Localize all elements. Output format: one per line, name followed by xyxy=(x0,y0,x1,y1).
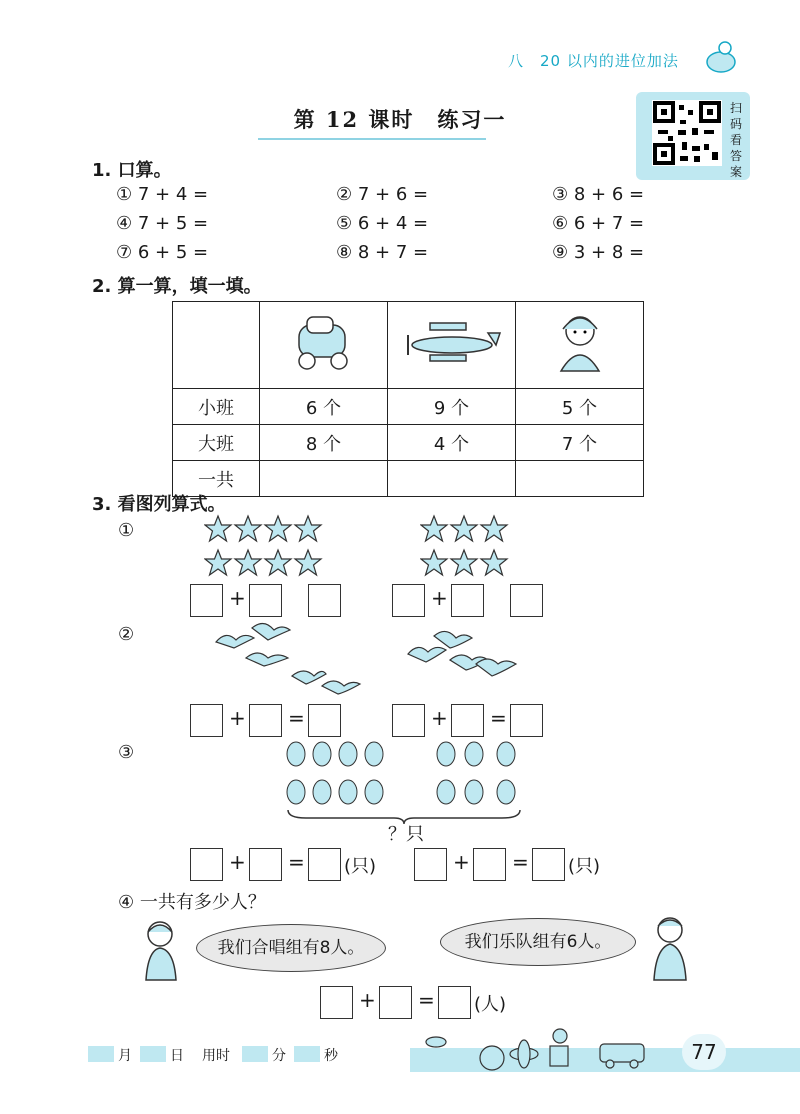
toy-car-cell xyxy=(260,302,388,389)
row-label: 一共 xyxy=(173,461,260,497)
table-cell: 7 个 xyxy=(516,425,644,461)
toy-plane-icon xyxy=(400,315,504,371)
girl-left-icon xyxy=(138,918,188,984)
plus-sign: + xyxy=(229,706,246,730)
day-label: 日 xyxy=(170,1048,184,1064)
problem-number: ① xyxy=(118,520,135,541)
answer-box[interactable] xyxy=(392,704,425,737)
star-icon xyxy=(235,516,261,541)
qr-caption: 扫 码 看 答 案 xyxy=(729,101,742,179)
page-title: 第 12 课时 练习一 xyxy=(293,107,507,132)
equals-sign: = xyxy=(418,988,435,1012)
star-icon xyxy=(295,516,321,541)
minute-field[interactable] xyxy=(242,1046,268,1062)
problem-number: ② xyxy=(118,624,135,645)
footer-decoration-icon xyxy=(420,1024,670,1074)
minute-label: 分 xyxy=(272,1048,286,1064)
star-icon xyxy=(265,550,291,575)
birds-right-icon xyxy=(404,624,520,688)
table-cell: 9 个 xyxy=(388,389,516,425)
answer-box[interactable] xyxy=(451,704,484,737)
unit-label: (只) xyxy=(344,856,377,877)
title-underline xyxy=(258,138,486,140)
plus-sign: + xyxy=(359,988,376,1012)
table-corner xyxy=(173,302,260,389)
toy-car-icon xyxy=(289,311,359,375)
birds-left-icon xyxy=(212,618,364,698)
row-label: 大班 xyxy=(173,425,260,461)
answer-box[interactable] xyxy=(510,584,543,617)
qr-code-icon[interactable] xyxy=(652,100,722,166)
calc-item: ① 7 + 4 = xyxy=(116,184,209,205)
answer-cell[interactable] xyxy=(260,461,388,497)
answer-box[interactable] xyxy=(473,848,506,881)
table-cell: 8 个 xyxy=(260,425,388,461)
answer-box[interactable] xyxy=(451,584,484,617)
section-2-heading: 2. 算一算，填一填。 xyxy=(92,276,262,297)
plus-sign: + xyxy=(431,586,448,610)
answer-box[interactable] xyxy=(249,848,282,881)
calc-item: ⑥ 6 + 7 = xyxy=(552,213,645,234)
day-field[interactable] xyxy=(140,1046,166,1062)
second-field[interactable] xyxy=(294,1046,320,1062)
toy-doll-cell xyxy=(516,302,644,389)
boy-reading-icon xyxy=(704,38,738,76)
answer-box[interactable] xyxy=(379,986,412,1019)
answer-box[interactable] xyxy=(249,584,282,617)
page-number: 77 xyxy=(682,1034,726,1070)
squirrels-right-icon xyxy=(432,738,522,810)
table-cell: 6 个 xyxy=(260,389,388,425)
problem-number: ③ xyxy=(118,742,135,763)
question-4: ④ 一共有多少人？ xyxy=(118,892,266,913)
star-group-left xyxy=(204,514,330,580)
toy-table xyxy=(172,301,644,497)
calc-item: ④ 7 + 5 = xyxy=(116,213,209,234)
plus-sign: + xyxy=(229,586,246,610)
answer-box[interactable] xyxy=(532,848,565,881)
star-icon xyxy=(481,550,507,575)
squirrels-left-icon xyxy=(284,738,390,810)
answer-box[interactable] xyxy=(190,584,223,617)
unit-label: (只) xyxy=(568,856,601,877)
calc-item: ⑧ 8 + 7 = xyxy=(336,242,429,263)
speech-bubble-right: 我们乐队组有6人。 xyxy=(440,918,636,966)
section-3-heading: 3. 看图列算式。 xyxy=(92,494,226,515)
second-label: 秒 xyxy=(324,1048,338,1064)
equals-sign: = xyxy=(288,850,305,874)
equals-sign: = xyxy=(288,706,305,730)
star-icon xyxy=(481,516,507,541)
star-icon xyxy=(205,550,231,575)
table-cell: 4 个 xyxy=(388,425,516,461)
row-label: 小班 xyxy=(173,389,260,425)
month-field[interactable] xyxy=(88,1046,114,1062)
time-used-label: 用时 xyxy=(202,1048,230,1064)
toy-doll-icon xyxy=(545,311,615,375)
answer-cell[interactable] xyxy=(516,461,644,497)
star-icon xyxy=(421,550,447,575)
star-icon xyxy=(451,516,477,541)
star-icon xyxy=(451,550,477,575)
answer-box[interactable] xyxy=(392,584,425,617)
calc-item: ⑤ 6 + 4 = xyxy=(336,213,429,234)
star-icon xyxy=(205,516,231,541)
answer-box[interactable] xyxy=(190,704,223,737)
section-1-heading: 1. 口算。 xyxy=(92,160,172,181)
answer-box[interactable] xyxy=(510,704,543,737)
star-icon xyxy=(295,550,321,575)
calc-item: ② 7 + 6 = xyxy=(336,184,429,205)
boy-right-icon xyxy=(644,914,692,984)
star-icon xyxy=(421,516,447,541)
star-icon xyxy=(235,550,261,575)
calc-item: ⑨ 3 + 8 = xyxy=(552,242,645,263)
plus-sign: + xyxy=(431,706,448,730)
answer-box[interactable] xyxy=(308,704,341,737)
chapter-title: 八 20 以内的进位加法 xyxy=(508,52,679,70)
equals-sign: = xyxy=(512,850,529,874)
answer-cell[interactable] xyxy=(388,461,516,497)
speech-bubble-left: 我们合唱组有8人。 xyxy=(196,924,386,972)
calc-item: ③ 8 + 6 = xyxy=(552,184,645,205)
calc-item: ⑦ 6 + 5 = xyxy=(116,242,209,263)
toy-plane-cell xyxy=(388,302,516,389)
answer-box[interactable] xyxy=(414,848,447,881)
month-label: 月 xyxy=(118,1048,132,1064)
plus-sign: + xyxy=(229,850,246,874)
unit-label: (人) xyxy=(474,994,507,1015)
star-icon xyxy=(265,516,291,541)
equals-sign: = xyxy=(490,706,507,730)
answer-box[interactable] xyxy=(320,986,353,1019)
star-group-right xyxy=(420,514,516,580)
answer-box[interactable] xyxy=(308,584,341,617)
plus-sign: + xyxy=(453,850,470,874)
total-label: ？只 xyxy=(388,824,424,845)
answer-box[interactable] xyxy=(249,704,282,737)
answer-box[interactable] xyxy=(308,848,341,881)
answer-box[interactable] xyxy=(438,986,471,1019)
answer-box[interactable] xyxy=(190,848,223,881)
table-cell: 5 个 xyxy=(516,389,644,425)
